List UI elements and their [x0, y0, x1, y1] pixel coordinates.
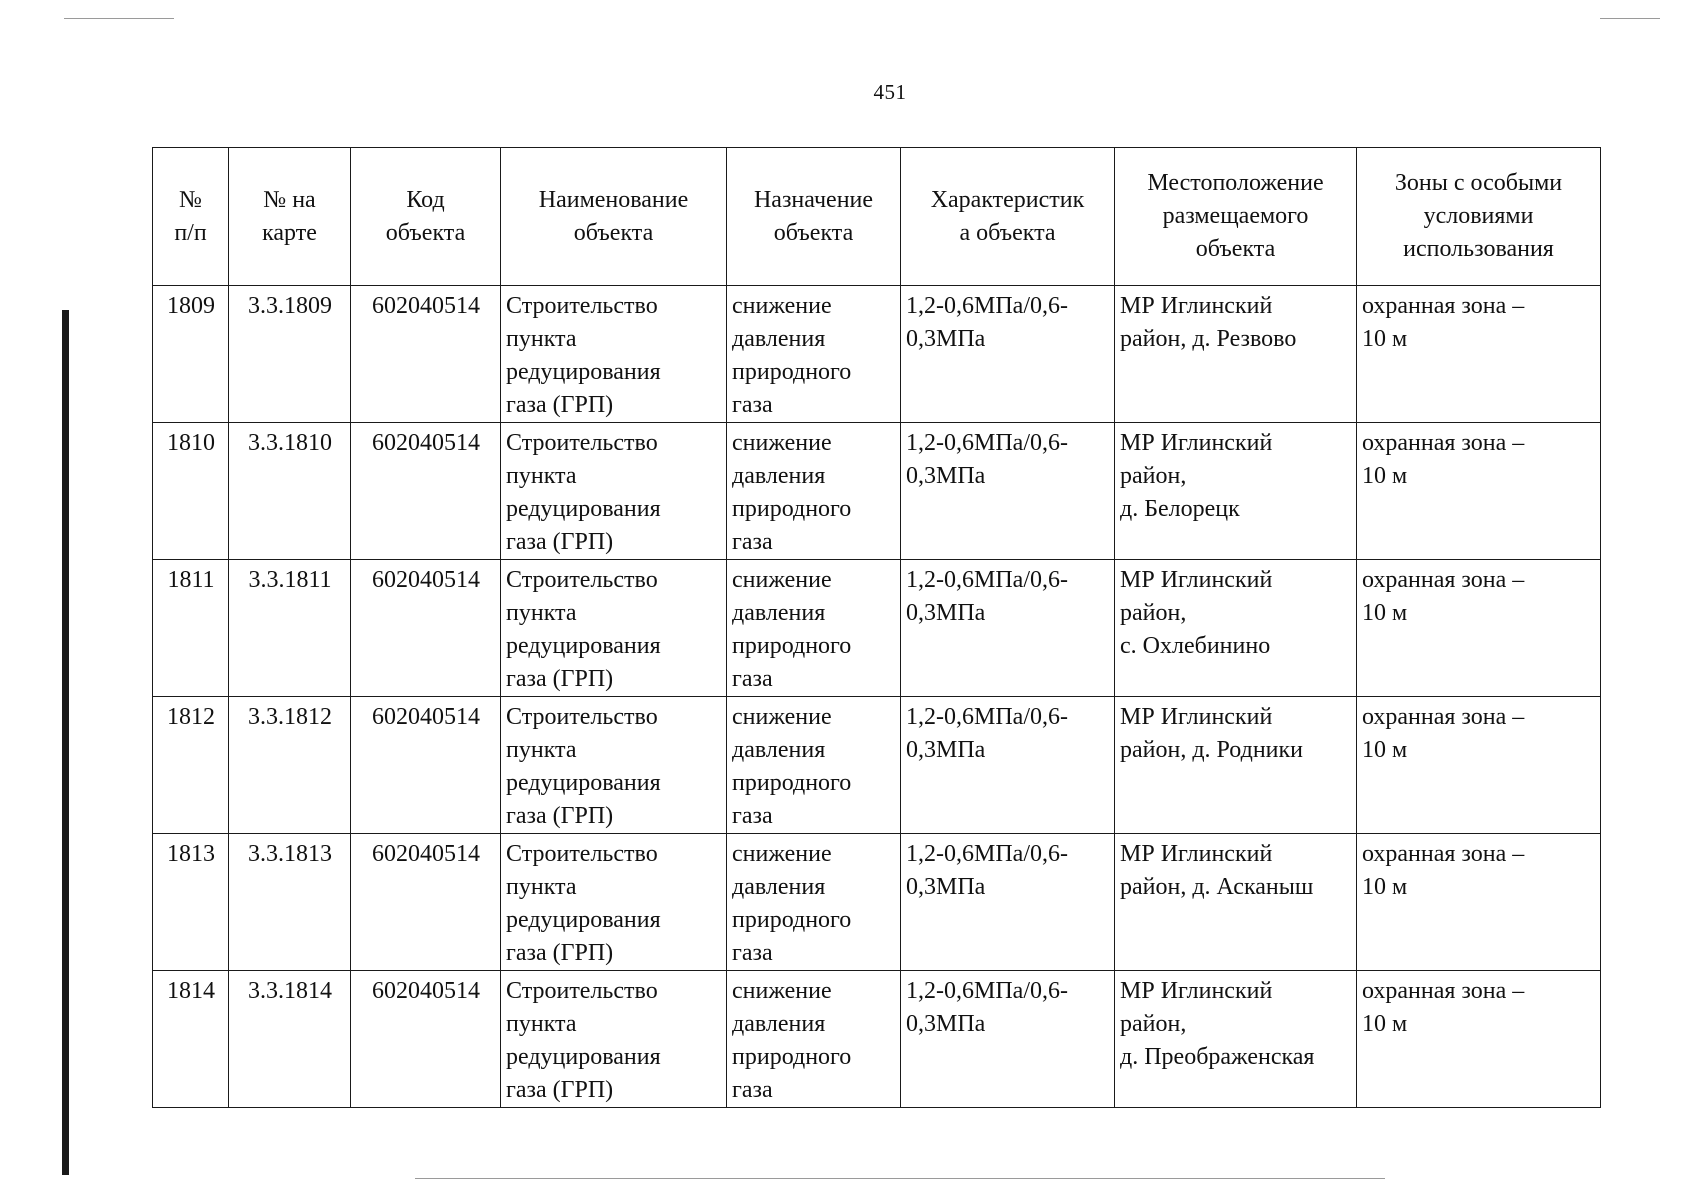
header-object-characteristic: Характеристик а объекта [901, 148, 1115, 286]
cell-map-number: 3.3.1812 [229, 697, 351, 834]
header-object-location: Местоположение размещаемого объекта [1115, 148, 1357, 286]
cell-object-location: МР Иглинский район, д. Резвово [1115, 286, 1357, 423]
table-row [153, 423, 1601, 560]
cell-map-number: 3.3.1810 [229, 423, 351, 560]
cell-object-location: МР Иглинский район, д. Асканыш [1115, 834, 1357, 971]
cell-row-number: 1809 [153, 286, 229, 423]
cell-object-code: 602040514 [351, 834, 501, 971]
header-map-number: № на карте [229, 148, 351, 286]
cell-object-purpose: снижение давления природного газа [727, 560, 901, 697]
cell-object-name: Строительство пункта редуцирования газа (ГРП) [501, 697, 727, 834]
cell-object-name: Строительство пункта редуцирования газа (ГРП) [501, 971, 727, 1108]
header-row-number: № п/п [153, 148, 229, 286]
cell-special-zone: охранная зона – 10 м [1357, 971, 1601, 1108]
cell-object-name: Строительство пункта редуцирования газа (ГРП) [501, 560, 727, 697]
cell-row-number: 1813 [153, 834, 229, 971]
scan-edge-top-left [64, 18, 174, 19]
cell-map-number: 3.3.1809 [229, 286, 351, 423]
objects-table [152, 147, 1601, 1108]
cell-object-location: МР Иглинский район, д. Родники [1115, 697, 1357, 834]
cell-object-purpose: снижение давления природного газа [727, 286, 901, 423]
cell-object-name: Строительство пункта редуцирования газа (ГРП) [501, 834, 727, 971]
cell-object-location: МР Иглинский район, с. Охлебинино [1115, 560, 1357, 697]
cell-object-purpose: снижение давления природного газа [727, 971, 901, 1108]
cell-special-zone: охранная зона – 10 м [1357, 286, 1601, 423]
cell-map-number: 3.3.1814 [229, 971, 351, 1108]
cell-object-purpose: снижение давления природного газа [727, 834, 901, 971]
table-row [153, 697, 1601, 834]
cell-object-code: 602040514 [351, 971, 501, 1108]
table-row [153, 560, 1601, 697]
cell-special-zone: охранная зона – 10 м [1357, 423, 1601, 560]
header-object-code: Код объекта [351, 148, 501, 286]
cell-special-zone: охранная зона – 10 м [1357, 834, 1601, 971]
cell-object-code: 602040514 [351, 697, 501, 834]
cell-object-characteristic: 1,2-0,6МПа/0,6- 0,3МПа [901, 697, 1115, 834]
cell-row-number: 1814 [153, 971, 229, 1108]
cell-object-name: Строительство пункта редуцирования газа (ГРП) [501, 423, 727, 560]
scan-edge-top-right [1600, 18, 1660, 19]
cell-map-number: 3.3.1811 [229, 560, 351, 697]
cell-object-name: Строительство пункта редуцирования газа (ГРП) [501, 286, 727, 423]
cell-object-characteristic: 1,2-0,6МПа/0,6- 0,3МПа [901, 971, 1115, 1108]
scan-edge-left-bar [62, 310, 69, 1175]
cell-row-number: 1811 [153, 560, 229, 697]
cell-object-location: МР Иглинский район, д. Белорецк [1115, 423, 1357, 560]
cell-row-number: 1812 [153, 697, 229, 834]
table-header-row [153, 148, 1601, 286]
cell-object-characteristic: 1,2-0,6МПа/0,6- 0,3МПа [901, 834, 1115, 971]
cell-object-location: МР Иглинский район, д. Преображенская [1115, 971, 1357, 1108]
cell-object-characteristic: 1,2-0,6МПа/0,6- 0,3МПа [901, 423, 1115, 560]
cell-special-zone: охранная зона – 10 м [1357, 560, 1601, 697]
cell-object-purpose: снижение давления природного газа [727, 423, 901, 560]
cell-object-code: 602040514 [351, 560, 501, 697]
header-object-purpose: Назначение объекта [727, 148, 901, 286]
table-row [153, 834, 1601, 971]
cell-object-characteristic: 1,2-0,6МПа/0,6- 0,3МПа [901, 560, 1115, 697]
cell-special-zone: охранная зона – 10 м [1357, 697, 1601, 834]
cell-object-code: 602040514 [351, 286, 501, 423]
cell-row-number: 1810 [153, 423, 229, 560]
cell-map-number: 3.3.1813 [229, 834, 351, 971]
header-object-name: Наименование объекта [501, 148, 727, 286]
header-special-zones: Зоны с особыми условиями использования [1357, 148, 1601, 286]
scan-edge-bottom [415, 1178, 1385, 1179]
page-number: 451 [873, 80, 907, 104]
cell-object-characteristic: 1,2-0,6МПа/0,6- 0,3МПа [901, 286, 1115, 423]
table-row [153, 286, 1601, 423]
table-row [153, 971, 1601, 1108]
cell-object-code: 602040514 [351, 423, 501, 560]
cell-object-purpose: снижение давления природного газа [727, 697, 901, 834]
